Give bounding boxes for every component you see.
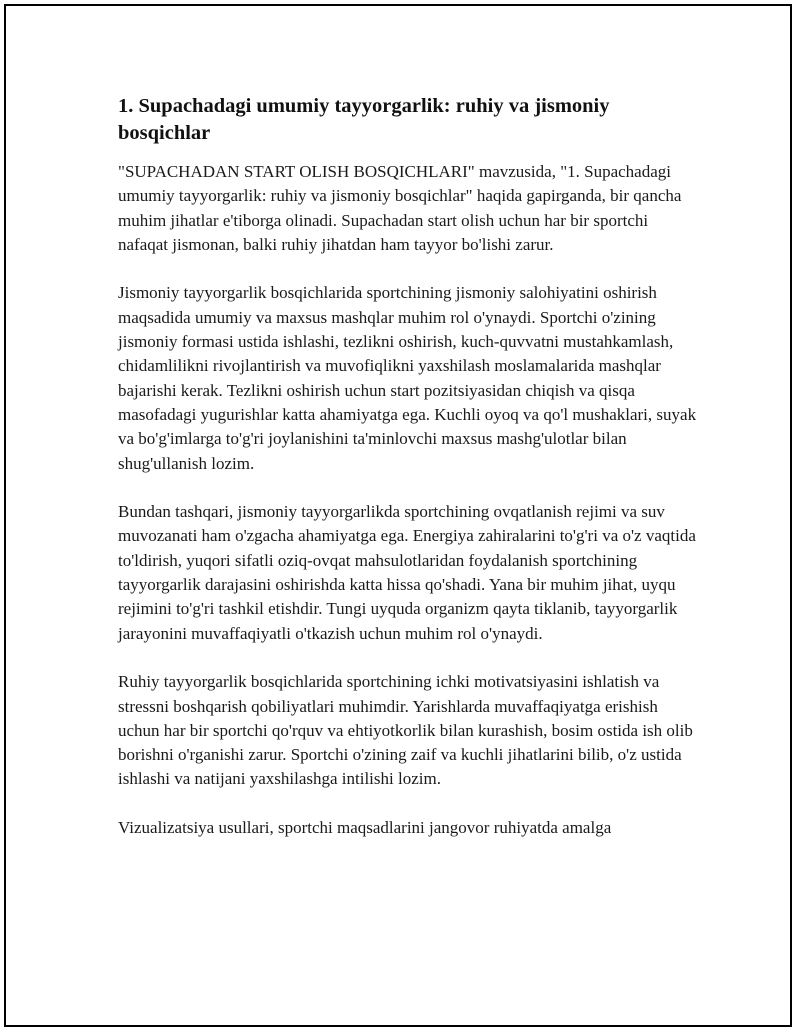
paragraph-visualization: Vizualizatsiya usullari, sportchi maqsadlarini jangovor ruhiyatda amalga [118,818,612,838]
document-body [118,93,698,865]
paragraph-physical-training: Jismoniy tayyorgarlik bosqichlarida sportchining jismoniy salohiyatini oshirish maqsadida umumiy va maxsus mashqlar muhim rol o'ynaydi. Sportchi o'zining jismoniy formasi ustida ishlashi, tezlikni oshirish, kuch-quvvatni mustahkamlash, chidamlilikni rivojlantirish va muvofiqlikni yaxshilash moslamalarida mashqlar bajarishi kerak. Tezlikni oshirish uchun start pozitsiyasidan chiqish va qisqa masofadagi yugurishlar katta ahamiyatga ega. Kuchli oyoq va qo'l mushaklari, suyak va bo'g'imlarga to'g'ri joylanishini ta'minlovchi maxsus mashg'ulotlar bilan shug'ullanish lozim. [118,283,697,473]
paragraph-intro: "SUPACHADAN START OLISH BOSQICHLARI" mavzusida, "1. Supachadagi umumiy tayyorgarlik: ruhiy va jismoniy bosqichlar" haqida gapirganda, bir qancha muhim jihatlar e'tiborga olinadi. Supachadan start olish uchun har bir sportchi nafaqat jismonan, balki ruhiy jihatdan ham tayyor bo'lishi zarur. [118,162,682,254]
section-heading: 1. Supachadagi umumiy tayyorgarlik: ruhiy va jismoniy bosqichlar [118,95,610,144]
paragraph-nutrition: Bundan tashqari, jismoniy tayyorgarlikda sportchining ovqatlanish rejimi va suv muvozanati ham o'zgacha ahamiyatga ega. Energiya zahiralarini to'g'ri va o'z vaqtida to'ldirish, yuqori sifatli oziq-ovqat mahsulotlaridan foydalanish sportchining tayyorgarlik darajasini oshirishda katta hissa qo'shadi. Yana bir muhim jihat, uyqu rejimini to'g'ri tashkil etishdir. Tungi uyquda organizm qayta tiklanib, tayyorgarlik jarayonini muvaffaqiyatli o'tkazish uchun muhim rol o'ynaydi. [118,502,696,643]
paragraph-mental-training: Ruhiy tayyorgarlik bosqichlarida sportchining ichki motivatsiyasini ishlatish va stressni boshqarish qobiliyatlari muhimdir. Yarishlarda muvaffaqiyatga erishish uchun har bir sportchi qo'rquv va ehtiyotkorlik bilan kurashish, bosim ostida ish olib borishni o'rganishi zarur. Sportchi o'zining zaif va kuchli jihatlarini bilib, o'z ustida ishlashi va natijani yaxshilashga intilishi lozim. [118,672,693,789]
